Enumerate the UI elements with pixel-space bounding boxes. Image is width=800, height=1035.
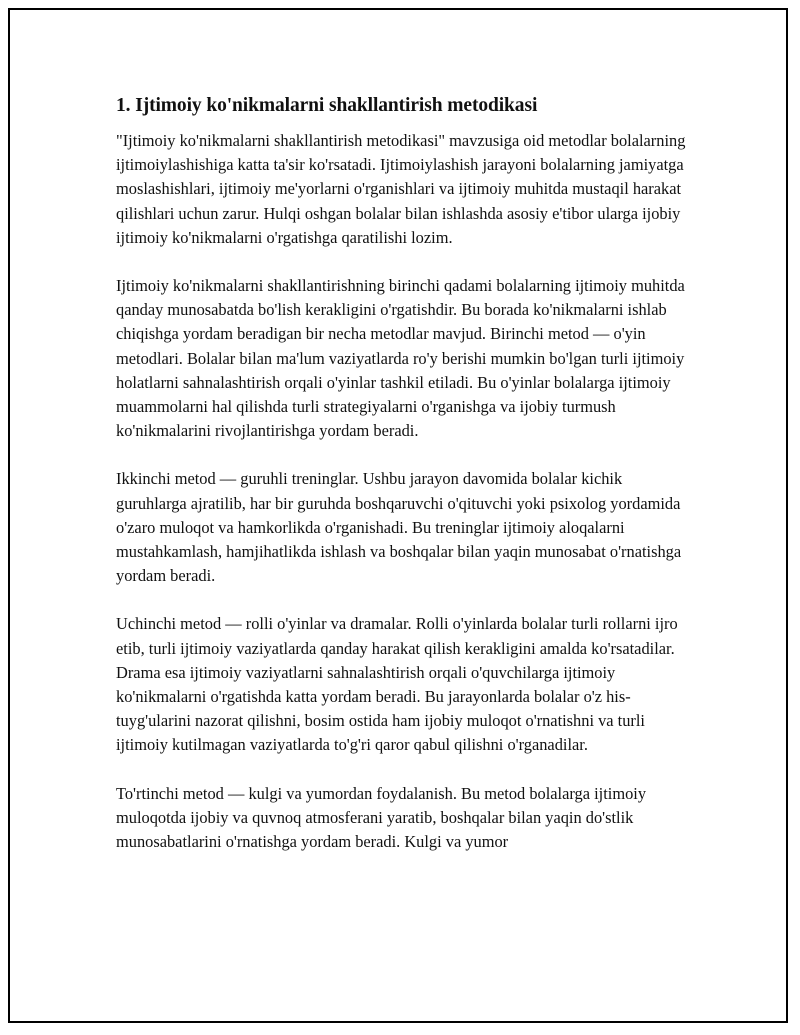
section-heading: 1. Ijtimoiy ko'nikmalarni shakllantirish metodikasi [116,95,538,116]
document-body [116,93,696,878]
paragraph-first-method: Ijtimoiy ko'nikmalarni shakllantirishning birinchi qadami bolalarning ijtimoiy muhitda qanday munosabatda bo'lish kerakligini o'rgatishdir. Bu borada ko'nikmalarni ishlab chiqishga yordam beradigan bir necha metodlar mavjud. Birinchi metod — o'yin metodlari. Bolalar bilan ma'lum vaziyatlarda ro'y berishi mumkin bo'lgan turli ijtimoiy holatlarni sahnalashtirish orqali o'yinlar tashkil etiladi. Bu o'yinlar bolalarga ijtimoiy muammolarni hal qilishda turli strategiyalarni o'rganishga va ijobiy turmush ko'nikmalarini rivojlantirishga yordam beradi. [116,276,685,441]
paragraph-second-method: Ikkinchi metod — guruhli treninglar. Ushbu jarayon davomida bolalar kichik guruhlarga ajratilib, har bir guruhda boshqaruvchi o'qituvchi yoki psixolog yordamida o'zaro muloqot va hamkorlikda o'rganishadi. Bu treninglar ijtimoiy aloqalarni mustahkamlash, hamjihatlikda ishlash va boshqalar bilan yaqin munosabat o'rnatishga yordam beradi. [116,469,682,586]
paragraph-fourth-method: To'rtinchi metod — kulgi va yumordan foydalanish. Bu metod bolalarga ijtimoiy muloqotda ijobiy va quvnoq atmosferani yaratib, boshqalar bilan yaqin do'stlik munosabatlarini o'rnatishga yordam beradi. Kulgi va yumor [116,783,647,852]
paragraph-intro: "Ijtimoiy ko'nikmalarni shakllantirish metodikasi" mavzusiga oid metodlar bolalarning ijtimoiylashishiga katta ta'sir ko'rsatadi. Ijtimoiylashish jarayoni bolalarning jamiyatga moslashishlari, ijtimoiy me'yorlarni o'rganishlari va ijtimoiy muhitda mustaqil harakat qilishlari uchun zarur. Hulqi oshgan bolalar bilan ishlashda asosiy e'tibor ularga ijobiy ijtimoiy ko'nikmalarni o'rgatishga qaratilishi lozim. [116,131,686,247]
paragraph-third-method: Uchinchi metod — rolli o'yinlar va dramalar. Rolli o'yinlarda bolalar turli rollarni ijro etib, turli ijtimoiy vaziyatlarda qanday harakat qilish kerakligini amalda ko'rsatadilar. Drama esa ijtimoiy vaziyatlarni sahnalashtirish orqali o'quvchilarga ijtimoiy ko'nikmalarni o'rgatishda katta yordam beradi. Bu jarayonlarda bolalar o'z his-tuyg'ularini nazorat qilishni, bosim ostida ham ijobiy muloqot o'rnatishni va turli ijtimoiy kutilmagan vaziyatlarda to'g'ri qaror qabul qilishni o'rganadilar. [116,614,678,755]
